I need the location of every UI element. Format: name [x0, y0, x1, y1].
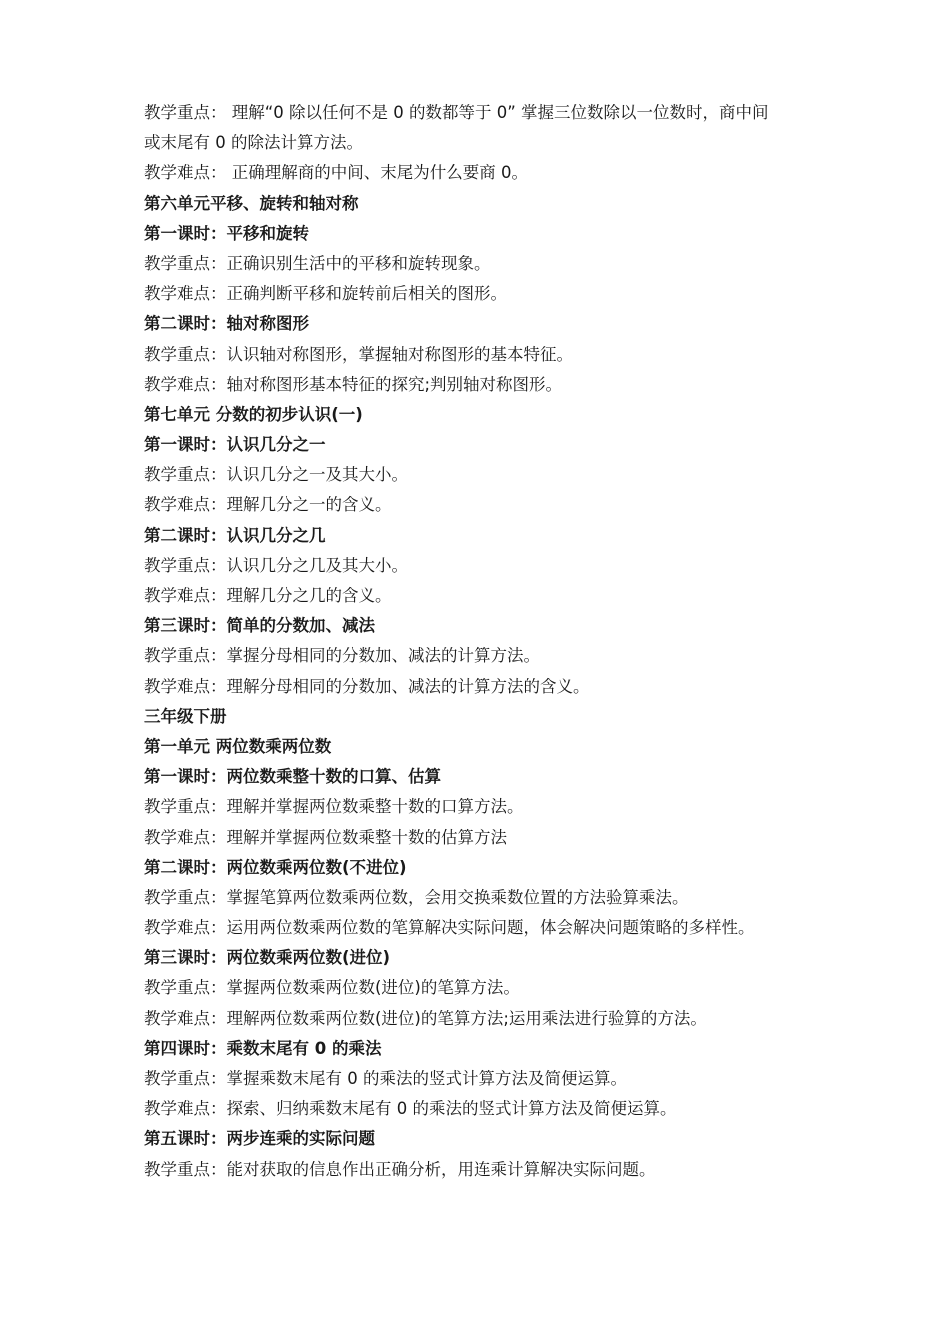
- text-line: 教学难点：理解几分之几的含义。: [144, 586, 392, 605]
- text-line: 教学难点：运用两位数乘两位数的笔算解决实际问题，体会解决问题策略的多样性。: [144, 918, 755, 938]
- section-heading: 第二课时：轴对称图形: [144, 314, 309, 334]
- section-heading: 第六单元平移、旋转和轴对称: [144, 193, 359, 213]
- section-heading: 第七单元 分数的初步认识(一): [144, 404, 363, 424]
- text-line: 教学重点：掌握笔算两位数乘两位数，会用交换乘数位置的方法验算乘法。: [144, 887, 689, 907]
- text-line: 教学重点：认识几分之一及其大小。: [144, 465, 408, 485]
- text-line: 教学重点：能对获取的信息作出正确分析，用连乘计算解决实际问题。: [144, 1159, 656, 1179]
- text-line: 教学重点： 理解“0 除以任何不是 0 的数都等于 0” 掌握三位数除以一位数时，商中间: [144, 103, 769, 122]
- text-line: 教学重点：认识轴对称图形，掌握轴对称图形的基本特征。: [144, 344, 573, 364]
- text-line: 教学难点：理解并掌握两位数乘整十数的估算方法: [144, 827, 507, 847]
- section-heading: 第一课时：认识几分之一: [144, 435, 326, 455]
- section-heading: 第二课时：认识几分之几: [144, 525, 326, 545]
- text-line: 教学难点：理解分母相同的分数加、减法的计算方法的含义。: [144, 676, 590, 696]
- text-line: 教学重点：理解并掌握两位数乘整十数的口算方法。: [144, 797, 524, 817]
- text-line: 教学重点：认识几分之几及其大小。: [144, 555, 408, 575]
- text-line: 教学难点： 正确理解商的中间、末尾为什么要商 0。: [144, 163, 528, 183]
- section-heading: 第三课时：两位数乘两位数(进位): [144, 948, 391, 968]
- section-heading: 三年级下册: [144, 706, 227, 726]
- text-line: 教学难点：探索、归纳乘数末尾有 0 的乘法的竖式计算方法及简便运算。: [144, 1099, 677, 1119]
- section-heading: 第五课时：两步连乘的实际问题: [144, 1129, 375, 1149]
- section-heading: 第二课时：两位数乘两位数(不进位): [144, 857, 407, 877]
- text-line: 教学难点：轴对称图形基本特征的探究;判别轴对称图形。: [144, 374, 563, 394]
- text-line: 教学重点：掌握两位数乘两位数(进位)的笔算方法。: [144, 978, 520, 998]
- text-line: 教学重点：掌握分母相同的分数加、减法的计算方法。: [144, 646, 540, 666]
- text-line: 教学难点：正确判断平移和旋转前后相关的图形。: [144, 284, 507, 304]
- text-line: 教学重点：正确识别生活中的平移和旋转现象。: [144, 253, 491, 273]
- text-line: 教学难点：理解几分之一的含义。: [144, 495, 392, 515]
- section-heading: 第一课时：两位数乘整十数的口算、估算: [144, 767, 441, 787]
- section-heading: 第一课时：平移和旋转: [144, 223, 309, 243]
- text-line: 教学难点：理解两位数乘两位数(进位)的笔算方法;运用乘法进行验算的方法。: [144, 1008, 707, 1028]
- section-heading: 第三课时：简单的分数加、减法: [144, 616, 375, 636]
- section-heading: 第一单元 两位数乘两位数: [144, 736, 332, 756]
- text-line: 教学重点：掌握乘数末尾有 0 的乘法的竖式计算方法及简便运算。: [144, 1069, 627, 1088]
- section-heading: 第四课时：乘数末尾有 0 的乘法: [144, 1038, 382, 1058]
- text-line: 或末尾有 0 的除法计算方法。: [144, 133, 363, 153]
- document-body: [144, 98, 824, 1185]
